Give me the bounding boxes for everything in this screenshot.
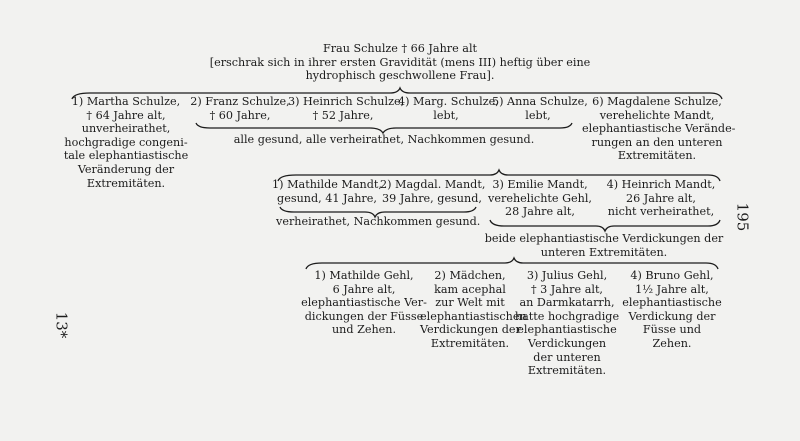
- gen3-child-1: 1) Mathilde Gehl, 6 Jahre alt, elephantiastische Ver- dickungen der Füsse und Zehen.: [301, 269, 427, 337]
- page-number: 195: [733, 202, 752, 232]
- signature-mark: 13*: [52, 311, 71, 339]
- gen1-group-note: alle gesund, alle verheirathet, Nachkommen gesund.: [233, 133, 535, 146]
- gen3-child-4: 4) Bruno Gehl, 1½ Jahre alt, elephantiastische Verdickung der Füsse und Zehen.: [622, 269, 722, 350]
- gen1-child-5: 5) Anna Schulze, lebt,: [492, 95, 588, 122]
- gen1-child-4: 4) Marg. Schulze, lebt,: [398, 95, 499, 122]
- gen3-child-3: 3) Julius Gehl, † 3 Jahre alt, an Darmkatarrh, hatte hochgradige elephantiastische Verdickungen der unteren Extremitäten.: [514, 269, 620, 378]
- gen2-note-left: verheirathet, Nachkommen gesund.: [276, 215, 481, 228]
- header-line-1: Frau Schulze † 66 Jahre alt: [322, 42, 478, 55]
- header-line-3: hydrophisch geschwollene Frau].: [305, 69, 495, 83]
- gen2-child-3: 3) Emilie Mandt, verehelichte Gehl, 28 Jahre alt,: [488, 178, 592, 219]
- gen2-note-right: beide elephantiastische Verdickungen der unteren Extremitäten.: [484, 232, 724, 259]
- gen3-child-2: 2) Mädchen, kam acephal zur Welt mit elephantiastischen Verdickungen der Extremitäten.: [420, 269, 527, 350]
- gen2-child-2: 2) Magdal. Mandt, 39 Jahre, gesund,: [380, 178, 486, 205]
- gen2-child-1: 1) Mathilde Mandt, gesund, 41 Jahre,: [272, 178, 382, 205]
- gen2-child-4: 4) Heinrich Mandt, 26 Jahre alt, nicht verheirathet,: [606, 178, 716, 219]
- gen1-child-1: 1) Martha Schulze, † 64 Jahre alt, unverheirathet, hochgradige congeni- tale elephantiastische Veränderung der Extremitäten.: [63, 95, 189, 190]
- header-line-2: [erschrak sich in ihrer ersten Gravidität (mens III) heftig über eine: [209, 55, 591, 69]
- gen1-child-2: 2) Franz Schulze, † 60 Jahre,: [190, 95, 290, 122]
- gen1-child-3: 3) Heinrich Schulze, † 52 Jahre,: [288, 95, 405, 122]
- gen1-child-6: 6) Magdalene Schulze, verehelichte Mandt, elephantiastische Verände- rungen an den unteren Extremitäten.: [582, 95, 736, 163]
